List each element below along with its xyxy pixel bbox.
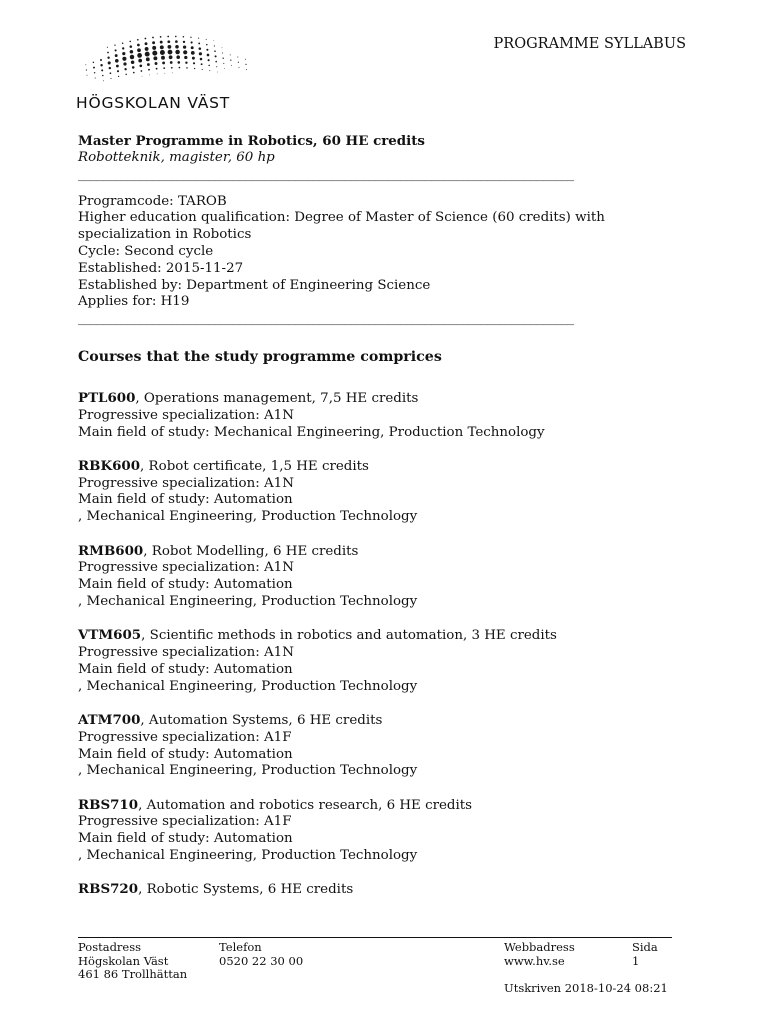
logo-dot — [191, 46, 194, 49]
course-heading — [78, 881, 678, 899]
logo-dot — [114, 45, 115, 46]
course-description: , Automation Systems, 6 HE credits — [140, 712, 383, 728]
logo-dot — [169, 55, 173, 59]
course-heading — [78, 390, 678, 408]
logo-dot — [170, 61, 173, 64]
course-entry — [78, 712, 678, 780]
course-detail-line: Main field of study: Automation — [78, 577, 293, 593]
logo-dot — [224, 68, 225, 69]
logo-dot — [199, 52, 202, 55]
course-description: , Robot certificate, 1,5 HE credits — [140, 458, 369, 474]
logo-dot — [245, 64, 246, 65]
logo-dot — [160, 36, 162, 38]
logo-dot — [157, 74, 158, 75]
course-code: ATM700 — [78, 711, 141, 728]
logo-dot — [183, 45, 186, 48]
logo-dot — [103, 80, 104, 81]
course-entry — [78, 458, 678, 526]
logo-dot — [163, 67, 165, 69]
logo-dot — [93, 67, 95, 69]
logo-dot — [206, 44, 208, 46]
meta-programcode: Programcode: TAROB — [78, 193, 227, 209]
logo-dot — [130, 55, 134, 59]
logo-dot — [130, 45, 133, 48]
logo-dot — [133, 72, 135, 74]
footer-postadress — [78, 941, 187, 982]
logo-dot — [129, 41, 131, 43]
logo-dot — [137, 39, 139, 41]
logo-dot — [107, 52, 109, 54]
meta-established-by: Established by: Department of Engineering Science — [78, 277, 431, 293]
main-content — [78, 133, 678, 916]
logo-dot — [94, 72, 95, 73]
logo-dot — [171, 67, 173, 69]
logo-dot — [132, 66, 135, 69]
logo-dots-icon — [76, 34, 266, 96]
logo-dot — [168, 45, 172, 49]
logo-dot — [152, 37, 154, 39]
logo-dot — [147, 63, 150, 66]
logo-dot — [122, 57, 126, 61]
logo-dot — [145, 47, 149, 51]
logo-dot — [122, 42, 123, 43]
logo-dot — [237, 57, 238, 58]
logo-dot — [222, 47, 223, 48]
logo-dot — [152, 51, 157, 56]
course-description: , Robotic Systems, 6 HE credits — [138, 882, 354, 898]
course-detail-line: Progressive specialization: A1N — [78, 560, 294, 576]
logo-dot — [130, 50, 134, 54]
logo-dot — [131, 60, 135, 64]
programme-title: Master Programme in Robotics, 60 HE credits — [78, 133, 425, 149]
divider-bottom: ________________________________________________________________________________ — [78, 311, 574, 327]
course-detail-line: Progressive specialization: A1N — [78, 475, 294, 491]
logo-dot — [238, 62, 239, 63]
logo-dot — [175, 45, 179, 49]
courses-heading: Courses that the study programme comprices — [78, 349, 442, 366]
logo-dot — [230, 54, 231, 55]
course-code: PTL600 — [78, 389, 136, 406]
course-detail-line: Progressive specialization: A1F — [78, 814, 292, 830]
course-detail-line: Main field of study: Automation — [78, 831, 293, 847]
logo-dot — [194, 68, 195, 69]
course-detail-line: Main field of study: Automation — [78, 661, 293, 677]
logo-dot — [125, 74, 126, 75]
course-entry — [78, 543, 678, 611]
course-heading — [78, 627, 678, 645]
logo-dot — [179, 67, 181, 69]
course-description: , Robot Modelling, 6 HE credits — [143, 543, 359, 559]
course-detail-line: , Mechanical Engineering, Production Technology — [78, 593, 418, 609]
course-description: , Operations management, 7,5 HE credits — [135, 390, 419, 406]
logo-dot — [146, 57, 150, 61]
course-code: RBS720 — [78, 881, 139, 898]
logo-dot — [175, 50, 180, 55]
logo-dot — [175, 36, 177, 38]
divider-top: ________________________________________________________________________________ — [78, 166, 574, 182]
logo-dot — [117, 70, 119, 72]
footer-webbadress — [504, 941, 575, 968]
course-heading — [78, 797, 678, 815]
logo-dot — [216, 66, 217, 67]
logo-dot — [160, 41, 163, 44]
logo-dot — [161, 56, 165, 60]
logo-dot — [141, 70, 143, 72]
logo-dot — [200, 58, 203, 61]
logo-dot — [101, 69, 103, 71]
logo-dot — [176, 55, 180, 59]
logo-dot — [107, 56, 109, 58]
course-heading — [78, 712, 678, 730]
logo-dot — [145, 38, 147, 40]
course-code: RBS710 — [78, 796, 139, 813]
logo-dot — [175, 40, 178, 43]
logo-dot — [102, 75, 103, 76]
footer-postadress-line1: Högskolan Väst — [78, 953, 169, 968]
footer-webbadress-value: www.hv.se — [504, 953, 565, 968]
meta-applies-for: Applies for: H19 — [78, 294, 190, 310]
logo-dot — [122, 47, 124, 49]
logo-dot — [137, 44, 140, 47]
logo-dot — [149, 75, 150, 76]
logo-text: HÖGSKOLAN VÄST — [76, 94, 231, 112]
logo-dot — [116, 65, 119, 68]
logo-dot — [139, 64, 142, 67]
course-detail-line: , Mechanical Engineering, Production Technology — [78, 763, 418, 779]
logo-dot — [152, 46, 156, 50]
logo-dot — [208, 65, 210, 67]
logo-dot — [152, 41, 155, 44]
logo-dot — [206, 39, 207, 40]
logo-dot — [118, 76, 119, 77]
footer-telefon — [219, 941, 303, 968]
footer-telefon-label: Telefon — [219, 940, 262, 954]
logo-dot — [167, 36, 169, 38]
footer-sida — [632, 941, 658, 968]
logo-dot — [191, 41, 193, 43]
logo-dot — [246, 69, 247, 70]
logo-dot — [185, 62, 187, 64]
logo-dot — [207, 54, 210, 57]
course-description: , Automation and robotics research, 6 HE credits — [138, 797, 473, 813]
logo-dot — [162, 61, 165, 64]
course-heading — [78, 458, 678, 476]
logo-dot — [213, 40, 214, 41]
logo-dot — [183, 36, 185, 38]
logo-dot — [190, 37, 191, 38]
course-code: VTM605 — [78, 627, 142, 644]
logo-dot — [199, 47, 202, 50]
logo-dot — [107, 47, 108, 48]
logo-dot — [100, 64, 102, 66]
logo-dot — [172, 73, 173, 74]
footer-webbadress-label: Webbadress — [504, 940, 575, 954]
course-detail-line: , Mechanical Engineering, Production Technology — [78, 509, 418, 525]
logo-dot — [137, 53, 142, 58]
course-detail-line: Progressive specialization: A1N — [78, 645, 294, 661]
logo-dot — [168, 50, 173, 55]
logo-dot — [223, 63, 224, 64]
logo-dot — [198, 38, 199, 39]
logo-dot — [202, 69, 203, 70]
logo-dot — [245, 59, 246, 60]
page-footer — [78, 937, 672, 995]
logo-dot — [192, 57, 195, 60]
logo-dot — [85, 64, 86, 65]
meta-qualification: Higher education qualification: Degree of Master of Science (60 credits) with specialization in Robotics — [78, 210, 605, 243]
logo-dot — [193, 62, 195, 64]
footer-printed: Utskriven 2018-10-24 08:21 — [504, 981, 668, 995]
meta-cycle: Cycle: Second cycle — [78, 243, 214, 259]
logo-dot — [93, 62, 94, 63]
course-entry — [78, 627, 678, 695]
university-logo — [76, 34, 266, 114]
logo-dot — [109, 67, 111, 69]
course-code: RMB600 — [78, 542, 144, 559]
programme-meta — [78, 194, 678, 312]
footer-postadress-label: Postadress — [78, 940, 142, 954]
footer-sida-value: 1 — [632, 953, 640, 968]
course-code: RBK600 — [78, 457, 141, 474]
logo-dot — [230, 60, 231, 61]
logo-dot — [100, 59, 102, 61]
logo-dot — [186, 67, 188, 69]
course-detail-line: , Mechanical Engineering, Production Technology — [78, 678, 418, 694]
logo-dot — [138, 59, 142, 63]
logo-dot — [122, 52, 125, 55]
course-detail-line: Progressive specialization: A1N — [78, 407, 294, 423]
meta-established: Established: 2015-11-27 — [78, 260, 244, 276]
logo-dot — [156, 68, 158, 70]
course-heading — [78, 543, 678, 561]
logo-dot — [148, 69, 150, 71]
course-entry — [78, 881, 678, 899]
logo-dot — [223, 58, 224, 59]
logo-dot — [164, 73, 165, 74]
programme-subtitle: Robotteknik, magister, 60 hp — [78, 149, 275, 165]
logo-dot — [167, 40, 170, 43]
footer-telefon-value: 0520 22 30 00 — [219, 953, 304, 968]
logo-dot — [214, 45, 215, 46]
logo-dot — [155, 62, 158, 65]
logo-dot — [137, 48, 141, 52]
logo-dot — [201, 63, 203, 65]
logo-dot — [160, 45, 164, 49]
logo-dot — [160, 50, 165, 55]
logo-dot — [108, 61, 111, 64]
course-detail-line: Main field of study: Mechanical Engineering, Production Technology — [78, 424, 545, 440]
logo-dot — [208, 59, 210, 61]
logo-dot — [183, 50, 187, 54]
logo-dot — [115, 54, 118, 57]
logo-dot — [217, 72, 218, 73]
logo-dot — [145, 52, 150, 57]
logo-dot — [123, 62, 126, 65]
logo-dot — [145, 42, 148, 45]
document-type: PROGRAMME SYLLABUS — [493, 36, 686, 52]
course-list — [78, 390, 678, 899]
logo-dot — [153, 56, 157, 60]
course-entry — [78, 390, 678, 441]
course-detail-line: Main field of study: Automation — [78, 746, 293, 762]
logo-dot — [177, 61, 180, 64]
logo-dot — [110, 78, 111, 79]
footer-postadress-line2: 461 86 Trollhättan — [78, 967, 188, 982]
course-detail-line: Progressive specialization: A1F — [78, 729, 292, 745]
logo-dot — [214, 50, 216, 52]
logo-dot — [87, 75, 88, 76]
logo-dot — [206, 49, 208, 51]
course-entry — [78, 797, 678, 865]
logo-dot — [231, 65, 232, 66]
logo-dot — [215, 55, 217, 57]
logo-dot — [95, 77, 96, 78]
logo-dot — [191, 51, 195, 55]
logo-dot — [142, 76, 143, 77]
logo-dot — [239, 67, 240, 68]
footer-sida-label: Sida — [632, 940, 658, 954]
logo-dot — [209, 70, 210, 71]
logo-dot — [215, 61, 217, 63]
logo-dot — [198, 42, 200, 44]
course-detail-line: Main field of study: Automation — [78, 492, 293, 508]
logo-dot — [86, 69, 87, 70]
logo-dot — [110, 72, 112, 74]
course-detail-line: , Mechanical Engineering, Production Technology — [78, 848, 418, 863]
logo-dot — [183, 41, 185, 43]
logo-dot — [124, 68, 126, 70]
logo-dot — [115, 59, 119, 63]
course-description: , Scientific methods in robotics and automation, 3 HE credits — [141, 628, 557, 644]
logo-dot — [222, 52, 223, 53]
logo-dot — [115, 49, 117, 51]
logo-dot — [184, 56, 187, 59]
